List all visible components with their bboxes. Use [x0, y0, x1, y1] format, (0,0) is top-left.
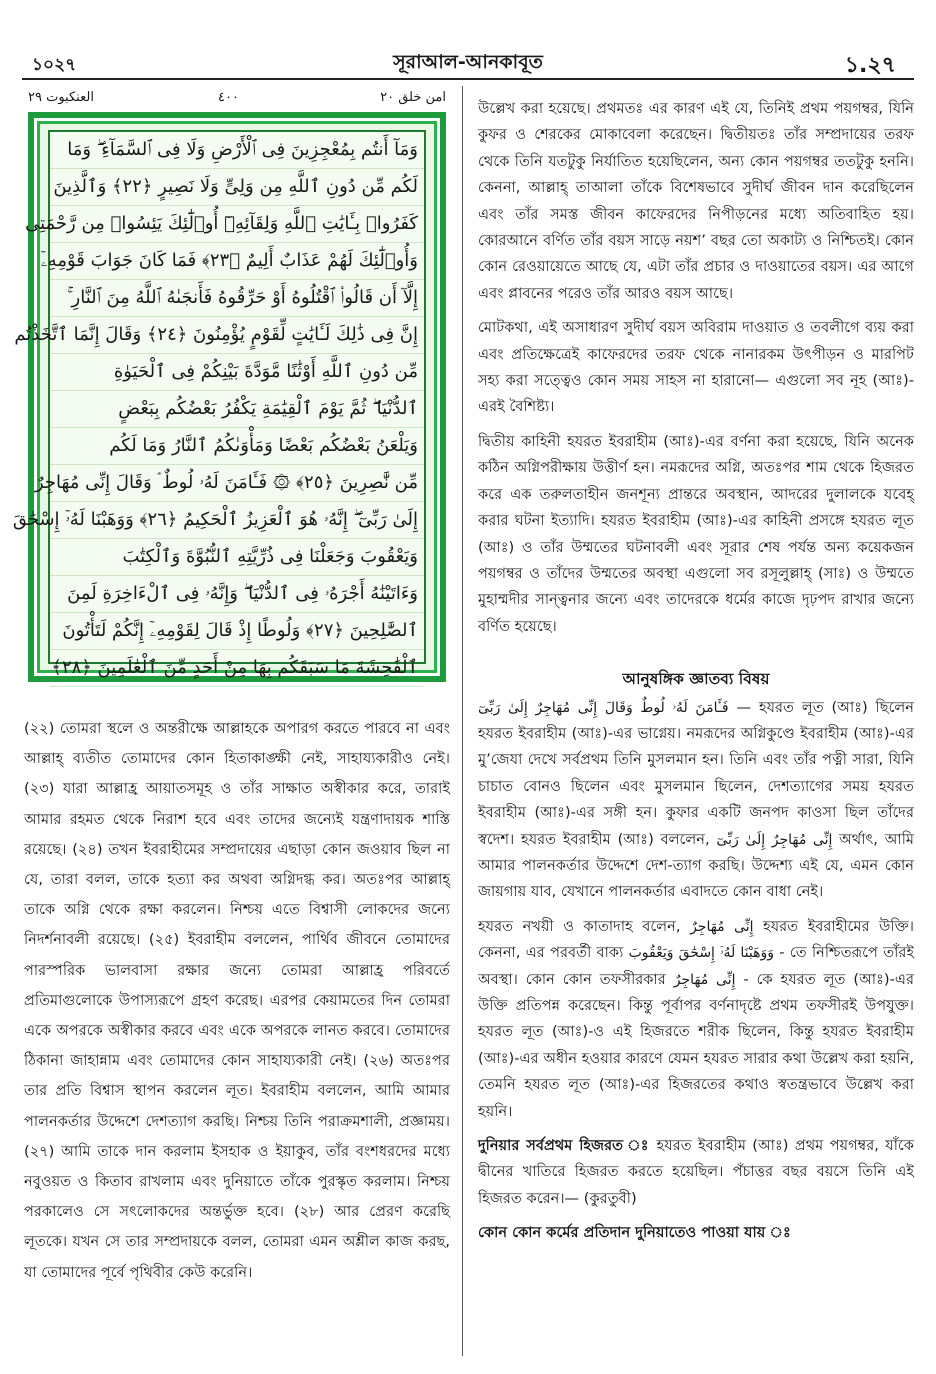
arabic-line: ٱلصَّٰلِحِينَ ﴿٢٧﴾ وَلُوطًا إِذْ قَالَ لِقَوْمِهِۦٓ إِنَّكُمْ لَتَأْتُونَ [50, 613, 424, 650]
text-run: - তে নিশ্চিতরূপে তাঁরই অবস্থা। কোন কোন তফসীরকার [478, 944, 915, 988]
section-heading: আনুষঙ্গিক জ্ঞাতব্য বিষয় [622, 670, 770, 689]
page-header [0, 0, 936, 80]
quran-header-center: ٤٠٠ [218, 90, 239, 105]
paragraph [478, 695, 914, 906]
arabic-text-block [12, 130, 426, 678]
inline-heading: দুনিয়ার সর্বপ্রথম হিজরত ঃ [478, 1137, 651, 1155]
arabic-quote: إِنِّى مُهَاجِرٌ إِلَىٰ رَبِّىٓ [716, 831, 833, 848]
arabic-line: وَأُو۟لَٰٓئِكَ لَهُمْ عَذَابٌ أَلِيمٌ ﴿٢٣﴾ فَمَا كَانَ جَوَابَ قَوْمِهِۦٓ [50, 243, 424, 280]
right-column [478, 96, 914, 1255]
arabic-line: مِّن دُونِ ٱللَّهِ أَوْثَٰنًا مَّوَدَّةَ بَيْنِكُمْ فِى ٱلْحَيَوٰةِ [50, 354, 424, 391]
arabic-line: وَيَعْقُوبَ وَجَعَلْنَا فِى ذُرِّيَّتِهِ ٱلنُّبُوَّةَ وَٱلْكِتَٰبَ [50, 539, 424, 576]
arabic-line: لَكُم مِّن دُونِ ٱللَّهِ مِن وَلِىٍّ وَلَا نَصِيرٍ ﴿٢٢﴾ وَٱلَّذِينَ [50, 169, 424, 206]
quran-frame [12, 112, 446, 682]
column-divider [462, 86, 463, 1356]
left-column [12, 88, 452, 682]
text-run: হযরত ইবরাহীম (আঃ) প্রথম পয়গম্বর, যাঁকে দ্বীনের খাতিরে হিজরত করতে হয়েছিল। পঁচাত্তর বছর বয়সে তিনি এই হিজরত করেন।— (কুরতুবী) [478, 1137, 914, 1207]
quran-header-right: امن خلق ٢٠ [380, 90, 446, 105]
paragraph: দ্বিতীয় কাহিনী হযরত ইবরাহীম (আঃ)-এর বর্ণনা করা হয়েছে, যিনি অনেক কঠিন অগ্নিপরীক্ষায় উত্তীর্ণ হন। নমরূদের অগ্নি, অতঃপর শাম থেকে হিজরত করে এক তরুলতাহীন জনশূন্য প্রান্তরে অবস্থান, আদরের দুলালকে যবেহ্ করার ঘটনা ইত্যাদি। হযরত ইবরাহীম (আঃ)-এর কাহিনী প্রসঙ্গে হযরত লূত (আঃ) ও তাঁর উম্মতের ঘটনাবলী এবং সূরার শেষ পর্যন্ত অন্য কয়েকজন পয়গম্বর ও তাঁদের উম্মতের অবস্থা এগুলো সব রসূলুল্লাহ্ (সাঃ) ও উম্মতে মুহাম্মদীর সান্ত্বনার জন্যে এবং তাদেরকে ধর্মের কাজে দৃঢ়পদ রাখার জন্যে বর্ণিত হয়েছে। [478, 432, 914, 635]
paragraph: উল্লেখ করা হয়েছে। প্রথমতঃ এর কারণ এই যে, তিনিই প্রথম পয়গম্বর, যিনি কুফর ও শেরকের মোকাবেলা করেছেন। দ্বিতীয়তঃ তাঁর সম্প্রদায়ের তরফ থেকে তিনি যতটুকু নির্যাতিত হয়েছিলেন, অন্য কোন পয়গম্বর ততটুকু হননি। কেননা, আল্লাহ্ তাআলা তাঁকে বিশেষভাবে সুদীর্ঘ জীবন দান করেছিলেন এবং তাঁর সমস্ত জীবন কাফেরদের নিপীড়নের মধ্যে অতিবাহিত হয়। কোরআনে বর্ণিত তাঁর বয়স সাড়ে নয়শ’ বছর তো অকাট্য ও নিশ্চিতই। কোন কোন রেওয়ায়েতে আছে যে, এটা তাঁর প্রচার ও দাওয়াতের বয়স। এর আগে এবং প্লাবনের পরেও তাঁর আরও বয়স আছে। [478, 100, 914, 302]
arabic-line: وَمَآ أَنتُم بِمُعْجِزِينَ فِى ٱلْأَرْضِ وَلَا فِى ٱلسَّمَآءِ ۖ وَمَا [50, 132, 424, 169]
arabic-line: وَيَلْعَنُ بَعْضُكُم بَعْضًا وَمَأْوَىٰكُمُ ٱلنَّارُ وَمَا لَكُم [50, 428, 424, 465]
arabic-line: وَءَاتَيْنَٰهُ أَجْرَهُۥ فِى ٱلدُّنْيَا ۖ وَإِنَّهُۥ فِى ٱلْءَاخِرَةِ لَمِنَ [50, 576, 424, 613]
arabic-line: مِّن نَّٰصِرِينَ ﴿٢٥﴾ ۞ فَـَٔامَنَ لَهُۥ لُوطٌ ۘ وَقَالَ إِنِّى مُهَاجِرٌ [50, 465, 424, 502]
bengali-translation: (২২) তোমরা স্থলে ও অন্তরীক্ষে আল্লাহকে অপারগ করতে পারবে না এবং আল্লাহ্ ব্যতীত তোমাদের কোন হিতাকাঙ্ক্ষী নেই, সাহায্যকারীও নেই। (২৩) যারা আল্লাহ্র আয়াতসমূহ ও তাঁর সাক্ষাত অস্বীকার করে, তারাই আমার রহমত থেকে নিরাশ হবে এবং তাদের জন্যেই যন্ত্রণাদায়ক শাস্তি রয়েছে। (২৪) তখন ইবরাহীমের সম্প্রদায়ের এছাড়া কোন জওয়াব ছিল না যে, তারা বলল, তাকে হত্যা কর অথবা অগ্নিদগ্ধ কর। অতঃপর আল্লাহ্ তাকে অগ্নি থেকে রক্ষা করলেন। নিশ্চয় এতে বিশ্বাসী লোকদের জন্যে নিদর্শনাবলী রয়েছে। (২৫) ইবরাহীম বললেন, পার্থিব জীবনে তোমাদের পারস্পরিক ভালবাসা রক্ষার জন্যে তোমরা আল্লাহ্র পরিবর্তে প্রতিমাগুলোকে উপাস্যরূপে গ্রহণ করেছ। এরপর কেয়ামতের দিন তোমরা একে অপরকে অস্বীকার করবে এবং একে অপরকে লানত করবে। তোমাদের ঠিকানা জাহান্নাম এবং তোমাদের কোন সাহায্যকারী নেই। (২৬) অতঃপর তার প্রতি বিশ্বাস স্থাপন করলেন লূত। ইবরাহীম বললেন, আমি আমার পালনকর্তার উদ্দেশে দেশত্যাগ করছি। নিশ্চয় তিনি পরাক্রমশালী, প্রজ্ঞাময়। (২৭) আমি তাকে দান করলাম ইসহাক ও ইয়াকুব, তাঁর বংশধরদের মধ্যে নবুওয়ত ও কিতাব রাখলাম এবং দুনিয়াতে তাঁকে পুরস্কৃত করলাম। নিশ্চয় পরকালেও সে সৎলোকদের অন্তর্ভুক্ত হবে। (২৮) আর প্রেরণ করেছি লূতকে। যখন সে তার সম্প্রদায়কে বলল, তোমরা এমন অশ্লীল কাজ করছ, যা তোমাদের পূর্বে পৃথিবীর কেউ করেনি। [24, 720, 450, 1281]
section-heading-inline: কোন কোন কর্মের প্রতিদান দুনিয়াতেও পাওয়া যায় ঃ [478, 1224, 791, 1242]
arabic-quote: فَـَٔامَنَ لَهُۥ لُوطٌ وَقَالَ إِنِّى مُهَاجِرٌ إِلَىٰ رَبِّىٓ [478, 699, 729, 716]
paragraph [478, 1133, 914, 1212]
paragraph [478, 914, 914, 1125]
page-number-left: ১০২৭ [32, 55, 77, 75]
arabic-quote: إِنِّى مُهَاجِرٌ [690, 918, 754, 935]
text-run: অর্থাৎ, আমি আমার পালনকর্তার উদ্দেশে দেশ-ত্যাগ করছি। উদ্দেশ্য এই যে, এমন কোন জায়গায় যাব, যেখানে পালনকর্তার এবাদতে কোন বাধা নেই। [478, 830, 914, 901]
paragraph: মোটকথা, এই অসাধারণ সুদীর্ঘ বয়স অবিরাম দাওয়াত ও তবলীগে ব্যয় করা এবং প্রতিক্ষেত্রেই কাফেরদের তরফ থেকে নানারকম উৎপীড়ন ও মারপিট সহ্য করা সত্ত্বেও কোন সময় সাহস না হারানো— এগুলো সব নূহ (আঃ)-এরই বৈশিষ্ট্য। [478, 319, 914, 416]
arabic-line: كَفَرُوا۟ بِـَٔايَٰتِ ٱللَّهِ وَلِقَآئِهِۦٓ أُو۟لَٰٓئِكَ يَئِسُوا۟ مِن رَّحْمَتِى [50, 206, 424, 243]
text-run: - কে হযরত লূত (আঃ)-এর উক্তি প্রতিপন্ন করেছেন। কিন্তু পূর্বাপর বর্ণনাদৃষ্টে প্রথম তফসীরই উপযুক্ত। হযরত লূত (আঃ)-ও এই হিজরতে শরীক ছিলেন, কিন্তু হযরত ইবরাহীম (আঃ)-এর অধীন হওয়ার কারণে যেমন হযরত সারার কথা উল্লেখ করা হয়নি, তেমনি হযরত লূত (আঃ)-এর হিজরতের কথাও স্বতন্ত্রভাবে উল্লেখ করা হয়নি। [478, 970, 914, 1120]
text-run: হযরত নখয়ী ও কাতাদাহ বলেন, [478, 917, 681, 935]
arabic-line: إِلَّآ أَن قَالُوا۟ ٱقْتُلُوهُ أَوْ حَرِّقُوهُ فَأَنجَىٰهُ ٱللَّهُ مِنَ ٱلنَّارِ ۚ [50, 280, 424, 317]
quran-header-left: العنكبوت ٢٩ [28, 90, 94, 105]
arabic-quote: وَوَهَبْنَا لَهُۥٓ إِسْحَٰقَ وَيَعْقُوبَ [628, 945, 774, 962]
surah-title: সূরাআল-আনকাবূত [393, 51, 543, 73]
page-number-right: ১.২৭ [844, 53, 896, 78]
arabic-line: إِنَّ فِى ذَٰلِكَ لَـَٔايَٰتٍ لِّقَوْمٍ يُؤْمِنُونَ ﴿٢٤﴾ وَقَالَ إِنَّمَا ٱتَّخَذْتُم [50, 317, 424, 354]
arabic-line: إِلَىٰ رَبِّىٓ ۖ إِنَّهُۥ هُوَ ٱلْعَزِيزُ ٱلْحَكِيمُ ﴿٢٦﴾ وَوَهَبْنَا لَهُۥٓ إِسْحَٰقَ [50, 502, 424, 539]
text-run: হযরত ইবরাহীমের উক্তি। কেননা, এর পরবর্তী বাক্য [478, 917, 914, 962]
arabic-quote: إِنِّى مُهَاجِرٌ [673, 971, 736, 988]
arabic-line: ٱلدُّنْيَا ۖ ثُمَّ يَوْمَ ٱلْقِيَٰمَةِ يَكْفُرُ بَعْضُكُم بِبَعْضٍ [50, 391, 424, 428]
arabic-line: ٱلْفَٰحِشَةَ مَا سَبَقَكُم بِهَا مِنْ أَحَدٍ مِّنَ ٱلْعَٰلَمِينَ ﴿٢٨﴾ [50, 650, 424, 687]
quran-page-header [22, 88, 452, 110]
text-run: — হযরত লূত (আঃ) ছিলেন হযরত ইবরাহীম (আঃ)-এর ভাগ্নেয়। নমরূদের অগ্নিকুণ্ডে ইবরাহীম (আঃ)-এর মু’জেযা দেখে সর্বপ্রথম তিনি মুসলমান হন। তিনি এবং তাঁর পত্নী সারা, যিনি চাচাত বোনও ছিলেন এবং মুসলমান ছিলেন, দেশত্যাগের সময় হযরত ইবরাহীম (আঃ)-এর সঙ্গী হন। কুফার একটি জনপদ কাওসা ছিল তাঁদের স্বদেশ। হযরত ইবরাহীম (আঃ) বললেন, [478, 698, 915, 848]
header-rule [22, 78, 914, 80]
